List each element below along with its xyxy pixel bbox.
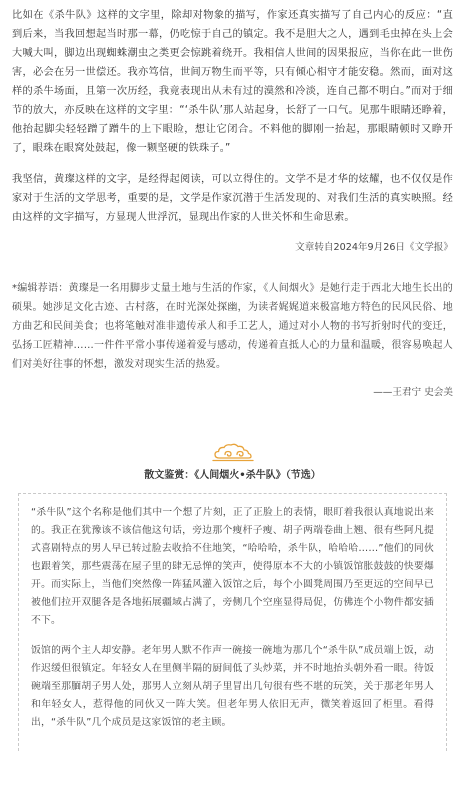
article-source: 文章转自2024年9月26日《文学报》: [295, 242, 453, 253]
section-divider: [12, 442, 453, 462]
article-paragraph-1: 比如在《杀牛队》这样的文字里，除却对物象的描写，作家还真实描写了自己内心的反应：“直到后来，当我回想起当时那一幕，仍吃惊于自己的镇定。我不是胆大之人，遇到毛虫掉在头上会大喊大叫，脚边出现蜘蛛潮虫之类更会惊跳着绕开。我相信人世间的因果报应，当你在此一世伤害，必会在另一世偿还。我亦笃信，世间万物生而平等，只有倾心相守才能安稳。然而，面对这样的杀牛场面，且第一次历经，我竟表现出从未有过的漠然和冷淡，连自己都不明白。”而对于细节的放大，亦反映在这样的文字里：“‘杀牛队’那人站起身，长舒了一口气。见那牛眼睛还睁着，他抬起脚尖轻轻蹭了蹭牛的上下眼睑，想让它闭合。不料他的脚刚一抬起，那眼睛顿时又睁开了，眼珠在眼窝处鼓起，像一颗坚硬的铁珠子。”: [12, 10, 453, 154]
editor-recommendation: *编辑荐语：黄璨是一名用脚步丈量土地与生活的作家，《人间烟火》是她行走于西北大地生长出的硕果。她涉足文化古迹、古村落，在时光深处探幽，为读者娓娓道来极富地方特色的民风民俗、地方曲艺和民间美食；也将笔触对准非遗传承人和手工艺人，通过对小人物的书写折射时代的变迁，弘扬工匠精神……一件件平常小事传递着爱与感动，传递着直抵人心的力量和温暖，很容易唤起人们对美好往事的怀想，激发对现实生活的热爱。: [12, 283, 453, 370]
article-paragraph-2: 我坚信，黄璨这样的文字，是经得起阅读，可以立得住的。文学不是才华的炫耀，也不仅仅是作家对于生活的文学思考，重要的是，文学是作家沉潜于生活发现的、对我们生活的真实映照。经由这样的文字描写，方显现人世浮沉，显现出作家的人世关怀和生命思索。: [12, 174, 453, 223]
excerpt-box: [18, 493, 447, 751]
excerpt-paragraph-2: 饭馆的两个主人却安静。老年男人默不作声一碗接一碗地为那几个“杀牛队”成员端上饭，动作迟缓但很镇定。年轻女人在里侧半隔的厨间低了头炒菜，并不时地抬头朝外看一眼。待饭碗端至那腼胡子男人处，那男人立刻从胡子里冒出几句很有些不堪的玩笑，关于那老年男人和年轻女人，惹得他的同伙又一阵大笑。但老年男人依旧无声，微笑着返回了柜里。看得出，“杀牛队”几个成员是这家饭馆的老主顾。: [31, 645, 434, 728]
editor-authors: ——王君宁 史会美: [373, 387, 453, 398]
cloud-ornament-icon: [211, 442, 255, 462]
excerpt-paragraph-1: “杀牛队”这个名称是他们其中一个想了片刻，正了正脸上的表情，眼盯着我很认真地说出来的。我正在犹豫该不该信他这句话，旁边那个瘦杆子瘦、胡子两端卷曲上翘、很有些阿凡提式喜剧特点的男人早已转过脸去收拾不住地笑，“哈哈哈，杀牛队，哈哈哈……”他们的同伙也跟着笑，那些震荡在屋子里的肆无忌惮的笑声，使得原本不大的小镇饭馆胀鼓鼓的快要爆开。而实际上，当他们突然像一阵猛风灌入饭馆之后，每个小圆凳周围乃至更远的空间早已被他们拉开双腿各是各地拓展疆域占满了，旁侧几个空座显得局促，仿佛连个小物件都安插不下。: [31, 507, 434, 626]
excerpt-title: 散文鉴赏：《人间烟火•杀牛队》（节选）: [144, 470, 321, 481]
